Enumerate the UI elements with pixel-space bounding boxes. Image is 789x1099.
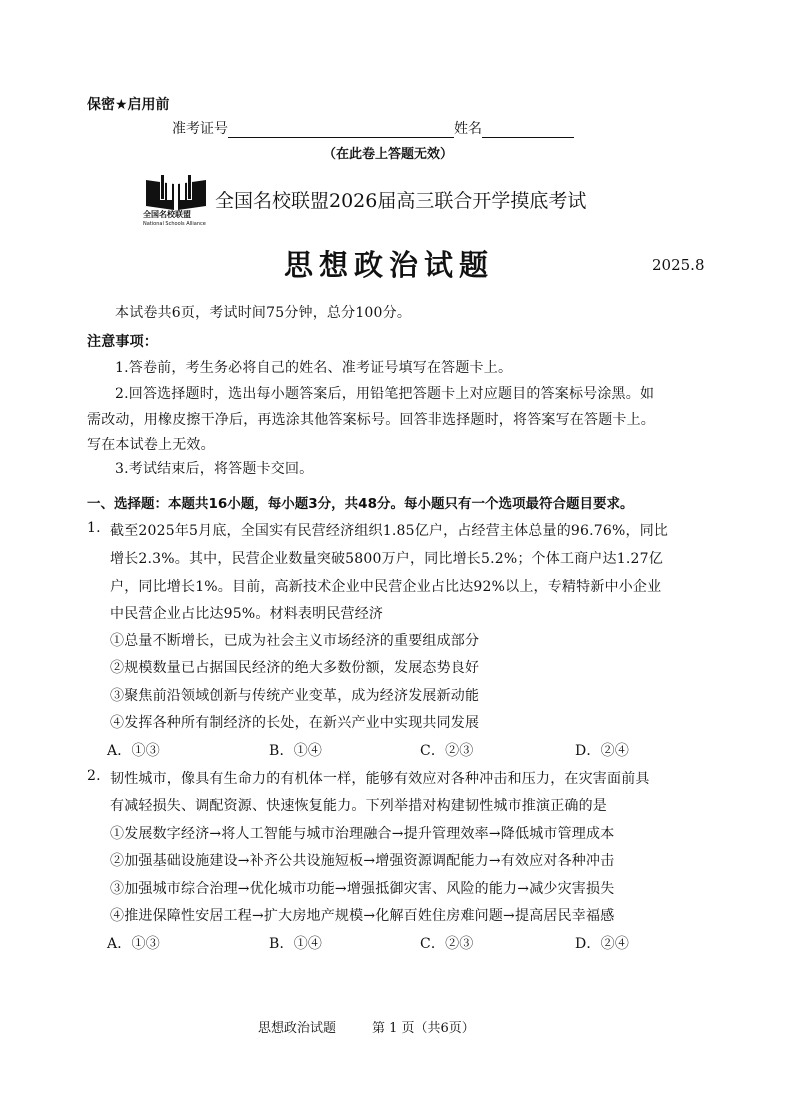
question-stem: 增长2.3%。其中，民营企业数量突破5800万户，同比增长5.2%；个体工商户达1.27亿: [110, 551, 663, 567]
notice-item: 1.答卷前，考生务必将自己的姓名、准考证号填写在答题卡上。: [115, 360, 513, 376]
option-b: B．①④: [269, 936, 323, 952]
confidential-label: 保密★启用前: [87, 97, 170, 113]
invalid-note: （在此卷上答题无效）: [323, 147, 454, 162]
name-label: 姓名: [454, 121, 482, 137]
option-c: C．②③: [420, 936, 474, 952]
statement: ③聚焦前沿领域创新与传统产业变革，成为经济发展新动能: [110, 688, 480, 704]
exam-id-label: 准考证号: [172, 121, 228, 137]
section-heading: 一、选择题：本题共16小题，每小题3分，共48分。每小题只有一个选项最符合题目要求。: [87, 496, 634, 512]
exam-id-row: [172, 118, 574, 138]
logo-name: 全国名校联盟: [143, 210, 191, 219]
name-blank: [482, 123, 574, 138]
statement: ①总量不断增长，已成为社会主义市场经济的重要组成部分: [110, 633, 480, 649]
question-number: 1.: [87, 520, 101, 536]
notice-item: 2.回答选择题时，选出每小题答案后，用铅笔把答题卡上对应题目的答案标号涂黑。如: [115, 386, 655, 402]
option-a: A．①③: [107, 743, 160, 759]
logo-english: National Schools Alliance: [143, 221, 206, 227]
subject-title: 思想政治试题: [284, 248, 495, 282]
option-d: D．②④: [575, 936, 630, 952]
footer-subject: 思想政治试题: [258, 1021, 337, 1036]
intro-text: 本试卷共6页，考试时间75分钟，总分100分。: [115, 305, 412, 321]
question-stem: 户，同比增长1%。目前，高新技术企业中民营企业占比达92%以上，专精特新中小企业: [110, 579, 662, 595]
statement: ③加强城市综合治理→优化城市功能→增强抵御灾害、风险的能力→减少灾害损失: [110, 881, 615, 897]
question-stem: 截至2025年5月底，全国实有民营经济组织1.85亿户，占经营主体总量的96.76%，同比: [110, 523, 669, 539]
notice-heading: 注意事项：: [87, 334, 158, 350]
option-b: B．①④: [269, 743, 323, 759]
statement: ①发展数字经济→将人工智能与城市治理融合→提升管理效率→降低城市管理成本: [110, 826, 615, 842]
statement: ④推进保障性安居工程→扩大房地产规模→化解百姓住房难问题→提高居民幸福感: [110, 908, 615, 924]
exam-date: 2025.8: [652, 256, 705, 274]
statement: ④发挥各种所有制经济的长处，在新兴产业中实现共同发展: [110, 715, 480, 731]
exam-name: 全国名校联盟2026届高三联合开学摸底考试: [215, 190, 587, 212]
notice-item: 写在本试卷上无效。: [87, 437, 215, 453]
notice-item: 3.考试结束后，将答题卡交回。: [115, 461, 314, 477]
footer-page: 第 1 页（共6页）: [372, 1021, 475, 1036]
question-number: 2.: [87, 768, 101, 784]
notice-item: 需改动，用橡皮擦干净后，再选涂其他答案标号。回答非选择题时，将答案写在答题卡上。: [87, 412, 655, 428]
option-a: A．①③: [107, 936, 160, 952]
option-c: C．②③: [420, 743, 474, 759]
question-stem: 中民营企业占比达95%。材料表明民营经济: [110, 606, 384, 622]
question-stem: 有减轻损失、调配资源、快速恢复能力。下列举措对构建韧性城市推演正确的是: [110, 798, 607, 814]
statement: ②加强基础设施建设→补齐公共设施短板→增强资源调配能力→有效应对各种冲击: [110, 853, 615, 869]
statement: ②规模数量已占据国民经济的绝大多数份额，发展态势良好: [110, 660, 480, 676]
exam-id-blank: [228, 123, 454, 138]
option-d: D．②④: [575, 743, 630, 759]
question-stem: 韧性城市，像具有生命力的有机体一样，能够有效应对各种冲击和压力，在灾害面前具: [110, 771, 650, 787]
